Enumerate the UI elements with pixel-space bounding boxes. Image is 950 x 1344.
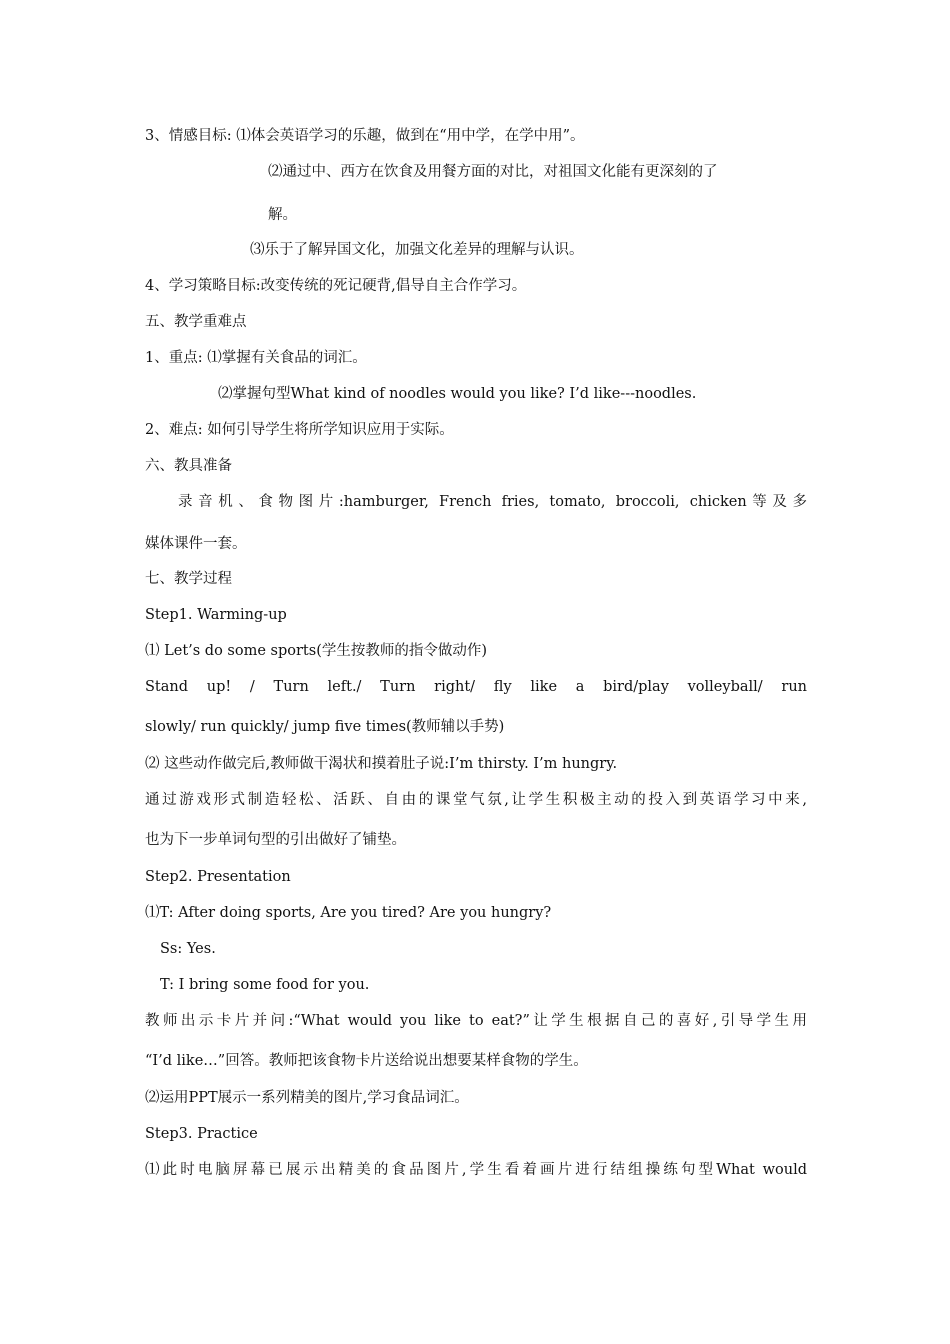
teaching-aids-line: 录音机、食物图片:hamburger, French fries, tomato, broccoli, chicken等及多 <box>178 494 807 510</box>
step1-purpose-continued: 也为下一步单词句型的引出做好了铺垫。 <box>145 832 406 848</box>
step2-card-question-continued: “I’d like…”回答。教师把该食物卡片送给说出想要某样食物的学生。 <box>145 1053 588 1069</box>
learning-strategy-goal-line: 4、学习策略目标:改变传统的死记硬背,倡导自主合作学习。 <box>145 278 527 294</box>
step3-heading: Step3. Practice <box>145 1126 258 1142</box>
section-heading-key-points: 五、教学重难点 <box>145 314 247 330</box>
step2-heading: Step2. Presentation <box>145 869 291 885</box>
step1-heading: Step1. Warming-up <box>145 607 287 623</box>
step3-item-1-line: ⑴此时电脑屏幕已展示出精美的食品图片,学生看着画片进行结组操练句型What would <box>145 1162 807 1178</box>
affective-goals-line: 3、情感目标: ⑴体会英语学习的乐趣，做到在“用中学，在学中用”。 <box>145 128 585 144</box>
step2-item-1-line: ⑴T: After doing sports, Are you tired? Are you hungry? <box>145 905 552 921</box>
teaching-aids-continued: 媒体课件一套。 <box>145 536 247 552</box>
step1-item-1-line: ⑴ Let’s do some sports(学生按教师的指令做动作) <box>145 643 488 659</box>
step1-item-2-line: ⑵ 这些动作做完后,教师做干渴状和摸着肚子说:I’m thirsty. I’m hungry. <box>145 756 618 772</box>
step2-card-question-line: 教师出示卡片并问:“What would you like to eat?”让学生根据自己的喜好,引导学生用 <box>145 1013 807 1029</box>
step2-teacher-line: T: I bring some food for you. <box>160 977 370 993</box>
key-point-1-line: 1、重点: ⑴掌握有关食品的词汇。 <box>145 350 367 366</box>
section-heading-teaching-aids: 六、教具准备 <box>145 458 232 474</box>
section-heading-teaching-process: 七、教学过程 <box>145 571 232 587</box>
affective-goal-2-line: ⑵通过中、西方在饮食及用餐方面的对比，对祖国文化能有更深刻的了 <box>268 164 718 180</box>
affective-goal-3-line: ⑶乐于了解异国文化，加强文化差异的理解与认识。 <box>250 242 584 258</box>
step1-purpose-line: 通过游戏形式制造轻松、活跃、自由的课堂气氛,让学生积极主动的投入到英语学习中来, <box>145 792 807 808</box>
affective-goal-2-continued: 解。 <box>268 207 297 223</box>
step2-students-reply: Ss: Yes. <box>160 941 216 957</box>
step1-commands-line: Stand up! / Turn left./ Turn right/ fly like a bird/play volleyball/ run <box>145 679 807 695</box>
key-point-2-line: ⑵掌握句型What kind of noodles would you like? I’d like---noodles. <box>218 386 697 402</box>
step2-item-2-line: ⑵运用PPT展示一系列精美的图片,学习食品词汇。 <box>145 1090 469 1106</box>
difficult-point-line: 2、难点: 如何引导学生将所学知识应用于实际。 <box>145 422 454 438</box>
step1-commands-continued: slowly/ run quickly/ jump five times(教师辅以手势) <box>145 719 505 735</box>
